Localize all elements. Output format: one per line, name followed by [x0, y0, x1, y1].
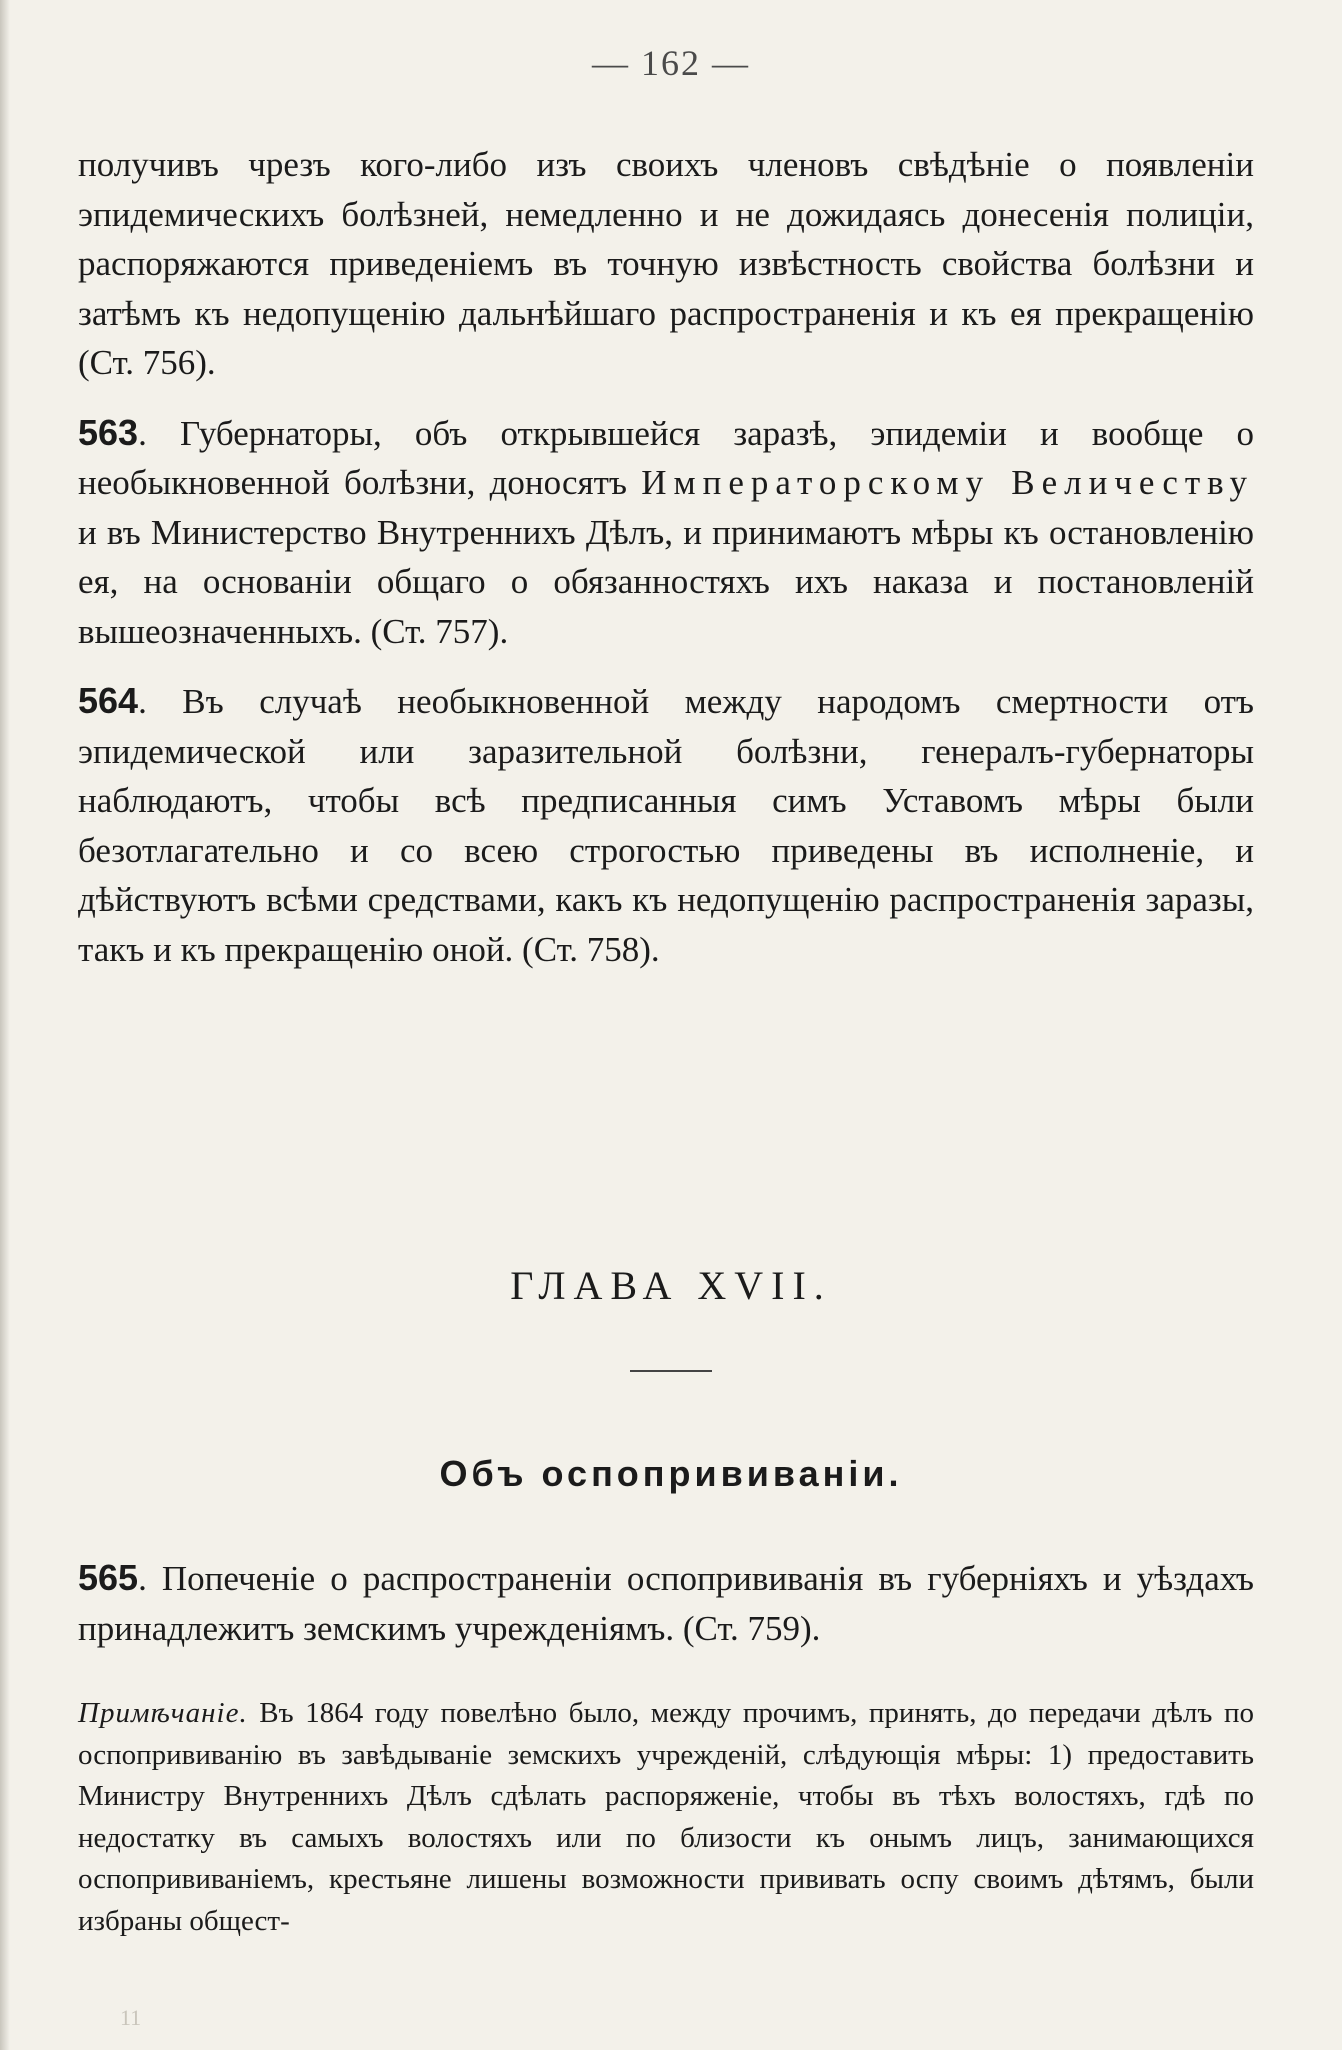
- main-text: [78, 140, 1254, 974]
- page-edge-shadow: [0, 0, 10, 2050]
- note-text: Въ 1864 году повелѣно было, между прочимъ, принять, до передачи дѣлъ по оспопрививанію въ завѣдываніе земскихъ учрежденій, слѣдующія мѣры: 1) предоставить Министру Внутреннихъ Дѣлъ сдѣлать распоряженіе, чтобы въ тѣхъ волостяхъ, гдѣ по недостатку въ самыхъ волостяхъ или по близости къ онымъ лицъ, занимающихся оспопрививаніемъ, крестьяне лишены возможности прививать оспу своимъ дѣтямъ, были избраны общест-: [78, 1697, 1254, 1937]
- article-number: 565: [78, 1557, 139, 1598]
- page-number: — 162 —: [592, 43, 750, 83]
- footnote: [78, 1693, 1254, 1942]
- paragraph: [78, 408, 1254, 657]
- article-number: 563: [78, 411, 139, 453]
- paragraph-text: Императорскому Величеству: [641, 463, 1254, 502]
- paragraph-text: . Въ случаѣ необыкновенной между народомъ смертности отъ эпидемической или заразительной болѣзни, генералъ-губернаторы наблюдаютъ, чтобы всѣ предписанныя симъ Уставомъ мѣры были безотлагательно и со всею строгостью приведены въ исполненіе, и дѣйствуютъ всѣми средствами, какъ къ недопущенію распространенія заразы, такъ и къ прекращенію оной. (Ст. 758).: [78, 682, 1254, 969]
- paragraph: [78, 676, 1254, 974]
- note-label: Примѣчаніе.: [78, 1697, 248, 1729]
- paragraph: [78, 140, 1254, 388]
- article-number: 564: [78, 680, 139, 721]
- section-title: Объ оспопрививаніи.: [439, 1453, 903, 1494]
- bleed-through-mark: 11: [120, 2005, 142, 2030]
- paragraph-text: . Губернаторы, объ открывшейся заразѣ, эпидеміи и вообще о необыкновенной болѣзни, доносятъ: [78, 413, 1254, 502]
- article-565: [78, 1553, 1254, 1653]
- chapter-divider: [630, 1370, 712, 1372]
- article-text: . Попеченіе о распространеніи оспопрививанія въ губерніяхъ и уѣздахъ принадлежитъ земскимъ учрежденіямъ. (Ст. 759).: [78, 1559, 1254, 1648]
- chapter-title: ГЛАВА XVII.: [510, 1263, 832, 1308]
- paragraph-text: получивъ чрезъ кого-либо изъ своихъ членовъ свѣдѣніе о появленіи эпидемическихъ болѣзней, немедленно и не дожидаясь донесенія полиціи, распоряжаются приведеніемъ въ точную извѣстность свойства болѣзни и затѣмъ къ недопущенію дальнѣйшаго распространенія и къ ея прекращенію (Ст. 756).: [78, 145, 1254, 382]
- paragraph-text: и въ Министерство Внутреннихъ Дѣлъ, и принимаютъ мѣры къ остановленію ея, на основаніи общаго о обязанностяхъ ихъ наказа и постановленій вышеозначенныхъ. (Ст. 757).: [78, 512, 1254, 651]
